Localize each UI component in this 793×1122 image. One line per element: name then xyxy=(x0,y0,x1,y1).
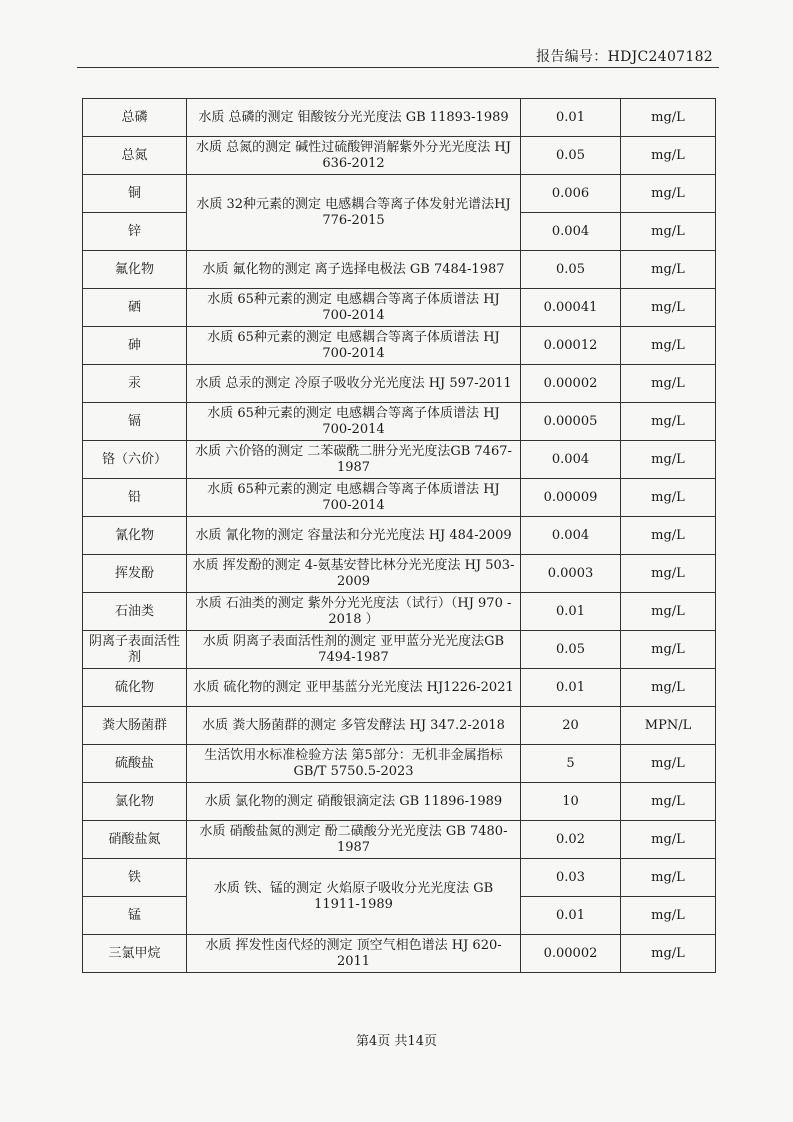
limit-cell: 0.004 xyxy=(521,213,621,251)
item-cell: 硒 xyxy=(83,289,187,327)
unit-cell: mg/L xyxy=(621,783,716,821)
table-row xyxy=(83,745,716,783)
item-cell: 铅 xyxy=(83,479,187,517)
table-row xyxy=(83,441,716,479)
limit-cell: 20 xyxy=(521,707,621,745)
method-cell: 水质 石油类的测定 紫外分光光度法（试行）（HJ 970 - 2018 ） xyxy=(187,593,521,631)
limit-cell: 0.00009 xyxy=(521,479,621,517)
limit-cell: 0.004 xyxy=(521,517,621,555)
method-cell: 水质 六价铬的测定 二苯碳酰二肼分光光度法GB 7467-1987 xyxy=(187,441,521,479)
unit-cell: mg/L xyxy=(621,593,716,631)
table-row xyxy=(83,251,716,289)
item-cell: 挥发酚 xyxy=(83,555,187,593)
limit-cell: 0.01 xyxy=(521,99,621,137)
item-cell: 镉 xyxy=(83,403,187,441)
unit-cell: mg/L xyxy=(621,251,716,289)
limit-cell: 0.05 xyxy=(521,631,621,669)
method-cell: 水质 硫化物的测定 亚甲基蓝分光光度法 HJ1226-2021 xyxy=(187,669,521,707)
unit-cell: mg/L xyxy=(621,327,716,365)
item-cell: 砷 xyxy=(83,327,187,365)
item-cell: 硫化物 xyxy=(83,669,187,707)
method-cell: 水质 总磷的测定 钼酸铵分光光度法 GB 11893-1989 xyxy=(187,99,521,137)
table-row xyxy=(83,669,716,707)
limit-cell: 0.00002 xyxy=(521,365,621,403)
method-cell: 生活饮用水标准检验方法 第5部分：无机非金属指标 GB/T 5750.5-2023 xyxy=(187,745,521,783)
table-row xyxy=(83,175,716,213)
table-row xyxy=(83,593,716,631)
item-cell: 铁 xyxy=(83,859,187,897)
unit-cell: mg/L xyxy=(621,555,716,593)
limit-cell: 0.00002 xyxy=(521,935,621,973)
table-row xyxy=(83,935,716,973)
method-cell: 水质 总氮的测定 碱性过硫酸钾消解紫外分光光度法 HJ 636-2012 xyxy=(187,137,521,175)
method-cell: 水质 32种元素的测定 电感耦合等离子体发射光谱法HJ 776-2015 xyxy=(187,175,521,251)
unit-cell: mg/L xyxy=(621,403,716,441)
table-row xyxy=(83,555,716,593)
item-cell: 总磷 xyxy=(83,99,187,137)
unit-cell: mg/L xyxy=(621,441,716,479)
method-cell: 水质 阴离子表面活性剂的测定 亚甲蓝分光光度法GB 7494-1987 xyxy=(187,631,521,669)
method-cell: 水质 挥发性卤代烃的测定 顶空气相色谱法 HJ 620-2011 xyxy=(187,935,521,973)
limit-cell: 0.00012 xyxy=(521,327,621,365)
page-number: 第4页 共14页 xyxy=(356,1034,437,1049)
table-row xyxy=(83,821,716,859)
limit-cell: 0.00005 xyxy=(521,403,621,441)
table-row xyxy=(83,289,716,327)
table-row xyxy=(83,631,716,669)
item-cell: 锰 xyxy=(83,897,187,935)
method-cell: 水质 65种元素的测定 电感耦合等离子体质谱法 HJ 700-2014 xyxy=(187,289,521,327)
limit-cell: 0.01 xyxy=(521,593,621,631)
item-cell: 石油类 xyxy=(83,593,187,631)
limit-cell: 0.006 xyxy=(521,175,621,213)
header-rule xyxy=(77,67,719,68)
table-row xyxy=(83,403,716,441)
method-cell: 水质 65种元素的测定 电感耦合等离子体质谱法 HJ 700-2014 xyxy=(187,403,521,441)
method-cell: 水质 氯化物的测定 硝酸银滴定法 GB 11896-1989 xyxy=(187,783,521,821)
method-cell: 水质 总汞的测定 冷原子吸收分光光度法 HJ 597-2011 xyxy=(187,365,521,403)
item-cell: 氟化物 xyxy=(83,251,187,289)
unit-cell: mg/L xyxy=(621,669,716,707)
unit-cell: mg/L xyxy=(621,365,716,403)
item-cell: 硝酸盐氮 xyxy=(83,821,187,859)
item-cell: 粪大肠菌群 xyxy=(83,707,187,745)
unit-cell: mg/L xyxy=(621,631,716,669)
unit-cell: mg/L xyxy=(621,175,716,213)
item-cell: 三氯甲烷 xyxy=(83,935,187,973)
limit-cell: 0.05 xyxy=(521,251,621,289)
limit-cell: 10 xyxy=(521,783,621,821)
table-row xyxy=(83,365,716,403)
item-cell: 阴离子表面活性剂 xyxy=(83,631,187,669)
item-cell: 氰化物 xyxy=(83,517,187,555)
limit-cell: 0.00041 xyxy=(521,289,621,327)
item-cell: 氯化物 xyxy=(83,783,187,821)
unit-cell: mg/L xyxy=(621,821,716,859)
method-cell: 水质 氰化物的测定 容量法和分光光度法 HJ 484-2009 xyxy=(187,517,521,555)
limit-cell: 0.004 xyxy=(521,441,621,479)
unit-cell: mg/L xyxy=(621,859,716,897)
test-method-table-wrapper xyxy=(82,98,715,973)
unit-cell: mg/L xyxy=(621,479,716,517)
method-cell: 水质 65种元素的测定 电感耦合等离子体质谱法 HJ 700-2014 xyxy=(187,327,521,365)
unit-cell: mg/L xyxy=(621,517,716,555)
table-row xyxy=(83,859,716,897)
limit-cell: 0.03 xyxy=(521,859,621,897)
method-cell: 水质 粪大肠菌群的测定 多管发酵法 HJ 347.2-2018 xyxy=(187,707,521,745)
item-cell: 锌 xyxy=(83,213,187,251)
unit-cell: mg/L xyxy=(621,897,716,935)
table-row xyxy=(83,517,716,555)
table-row xyxy=(83,137,716,175)
limit-cell: 0.0003 xyxy=(521,555,621,593)
unit-cell: mg/L xyxy=(621,289,716,327)
limit-cell: 0.05 xyxy=(521,137,621,175)
item-cell: 总氮 xyxy=(83,137,187,175)
method-cell: 水质 挥发酚的测定 4-氨基安替比林分光光度法 HJ 503-2009 xyxy=(187,555,521,593)
unit-cell: mg/L xyxy=(621,935,716,973)
limit-cell: 0.01 xyxy=(521,897,621,935)
test-method-table xyxy=(82,98,716,973)
table-row xyxy=(83,327,716,365)
unit-cell: mg/L xyxy=(621,99,716,137)
method-cell: 水质 65种元素的测定 电感耦合等离子体质谱法 HJ 700-2014 xyxy=(187,479,521,517)
unit-cell: mg/L xyxy=(621,137,716,175)
limit-cell: 0.01 xyxy=(521,669,621,707)
method-cell: 水质 硝酸盐氮的测定 酚二磺酸分光光度法 GB 7480-1987 xyxy=(187,821,521,859)
item-cell: 铬（六价） xyxy=(83,441,187,479)
table-row xyxy=(83,707,716,745)
item-cell: 汞 xyxy=(83,365,187,403)
limit-cell: 0.02 xyxy=(521,821,621,859)
table-row xyxy=(83,99,716,137)
item-cell: 硫酸盐 xyxy=(83,745,187,783)
unit-cell: mg/L xyxy=(621,745,716,783)
report-number: 报告编号：HDJC2407182 xyxy=(536,49,713,65)
item-cell: 铜 xyxy=(83,175,187,213)
method-cell: 水质 铁、锰的测定 火焰原子吸收分光光度法 GB 11911-1989 xyxy=(187,859,521,935)
table-row xyxy=(83,479,716,517)
unit-cell: MPN/L xyxy=(621,707,716,745)
table-row xyxy=(83,783,716,821)
limit-cell: 5 xyxy=(521,745,621,783)
method-cell: 水质 氟化物的测定 离子选择电极法 GB 7484-1987 xyxy=(187,251,521,289)
unit-cell: mg/L xyxy=(621,213,716,251)
